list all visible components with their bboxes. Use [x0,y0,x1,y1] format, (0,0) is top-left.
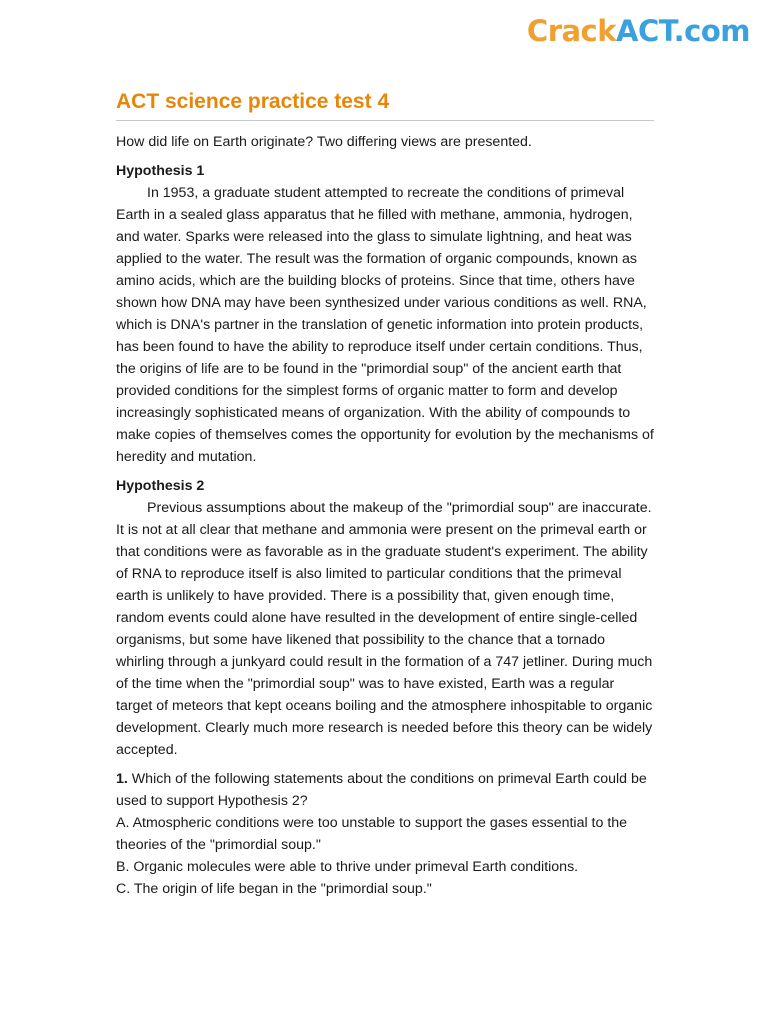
hypothesis-1-heading: Hypothesis 1 [116,163,205,179]
question-1-number: 1. [116,771,128,787]
page-title: ACT science practice test 4 [116,88,654,121]
question-1-option-c: C. The origin of life began in the "primordial soup." [116,881,432,897]
crackact-logo[interactable] [527,14,750,48]
logo-part-crack: Crack [526,14,617,48]
question-1-option-b: B. Organic molecules were able to thrive under primeval Earth conditions. [116,859,579,875]
hypothesis-2-text: Previous assumptions about the makeup of the "primordial soup" are inaccurate. It is not at all clear that methane and ammonia were present on the primeval earth or that conditions were as favorable as in the graduate student's experiment. The ability of RNA to reproduce itself is also limited to particular conditions that the primeval earth is unlikely to have provided. There is a possibility that, given enough time, random events could alone have resulted in the development of entire single-celled organisms, but some have likened that possibility to the chance that a tornado whirling through a junkyard could result in the formation of a 747 jetliner. During much of the time when the "primordial soup" was to have existed, Earth was a regular target of meteors that kept oceans boiling and the atmosphere inhospitable to organic development. Clearly much more research is needed before this theory can be widely accepted. [116,500,653,758]
hypothesis-2-heading: Hypothesis 2 [116,478,205,494]
logo-part-act: ACT.com [616,14,750,48]
question-1 [116,768,654,812]
question-1-option-a: A. Atmospheric conditions were too unstable to support the gases essential to the theories of the "primordial soup." [116,815,628,853]
question-1-text: Which of the following statements about the conditions on primeval Earth could be used to support Hypothesis 2? [116,771,647,809]
document-body [116,88,654,900]
intro-text: How did life on Earth originate? Two differing views are presented. [116,134,532,150]
hypothesis-1-text: In 1953, a graduate student attempted to recreate the conditions of primeval Earth in a sealed glass apparatus that he filled with methane, ammonia, hydrogen, and water. Sparks were released into the glass to simulate lightning, and heat was applied to the water. The result was the formation of organic compounds, known as amino acids, which are the building blocks of proteins. Since that time, others have shown how DNA may have been synthesized under various conditions as well. RNA, which is DNA's partner in the translation of genetic information into protein products, has been found to have the ability to reproduce itself under certain conditions. Thus, the origins of life are to be found in the "primordial soup" of the ancient earth that provided conditions for the simplest forms of organic matter to form and develop increasingly sophisticated means of organization. With the ability of compounds to make copies of themselves comes the opportunity for evolution by the mechanisms of heredity and mutation. [116,185,654,465]
